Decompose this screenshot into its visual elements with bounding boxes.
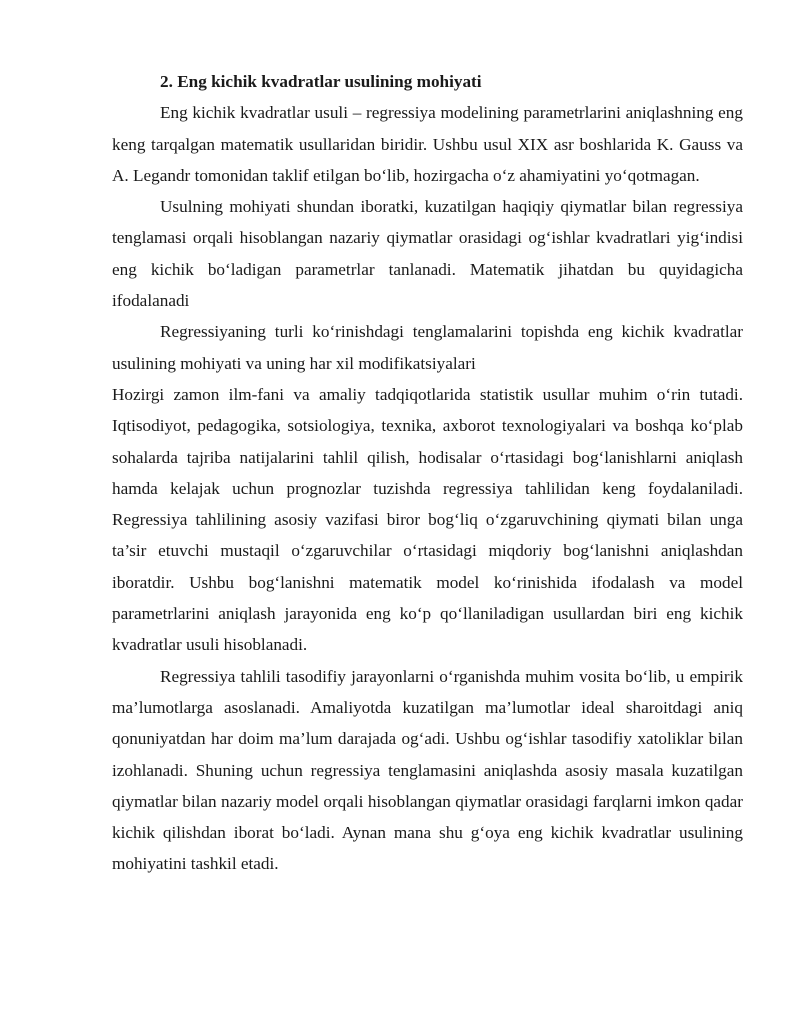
document-page bbox=[112, 66, 743, 880]
paragraph-regression-analysis: Regressiya tahlili tasodifiy jarayonlarni o‘rganishda muhim vosita bo‘lib, u empirik ma’lumotlarga asoslanadi. Amaliyotda kuzatilgan ma’lumotlar ideal sharoitdagi aniq qonuniyatdan har doim ma’lum darajada og‘adi. Ushbu og‘ishlar tasodifiy xatoliklar bilan izohlanadi. Shuning uchun regressiya tenglamasini aniqlashda asosiy masala kuzatilgan qiymatlar bilan nazariy model orqali hisoblangan qiymatlar orasidagi farqlarni imkon qadar kichik qilishdan iborat bo‘ladi. Aynan mana shu g‘oya eng kichik kvadratlar usulining mohiyatini tashkil etadi. bbox=[112, 666, 743, 874]
section-heading: 2. Eng kichik kvadratlar usulining mohiyati bbox=[160, 72, 482, 91]
paragraph-definition: Eng kichik kvadratlar usuli – regressiya modelining parametrlarini aniqlashning eng keng tarqalgan matematik usullaridan biridir. Ushbu usul XIX asr boshlarida K. Gauss va A. Legandr tomonidan taklif etilgan bo‘lib, hozirgacha o‘z ahamiyatini yo‘qotmagan. bbox=[112, 103, 743, 185]
paragraph-subtopic: Regressiyaning turli ko‘rinishdagi tenglamalarini topishda eng kichik kvadratlar usulining mohiyati va uning har xil modifikatsiyalari bbox=[112, 322, 743, 373]
paragraph-introduction: Hozirgi zamon ilm-fani va amaliy tadqiqotlarida statistik usullar muhim o‘rin tutadi. Iqtisodiyot, pedagogika, sotsiologiya, texnika, axborot texnologiyalari va boshqa ko‘plab sohalarda tajriba natijalarini tahlil qilish, hodisalar o‘rtasidagi bog‘lanishlarni aniqlash hamda kelajak uchun prognozlar tuzishda regressiya tahlilidan keng foydalaniladi. Regressiya tahlilining asosiy vazifasi biror bog‘liq o‘zgaruvchining qiymati bilan unga ta’sir etuvchi mustaqil o‘zgaruvchilar o‘rtasidagi miqdoriy bog‘lanishni aniqlashdan iboratdir. Ushbu bog‘lanishni matematik model ko‘rinishida ifodalash va model parametrlarini aniqlash jarayonida eng ko‘p qo‘llaniladigan usullardan biri eng kichik kvadratlar usuli hisoblanadi. bbox=[112, 384, 743, 655]
paragraph-essence: Usulning mohiyati shundan iboratki, kuzatilgan haqiqiy qiymatlar bilan regressiya tenglamasi orqali hisoblangan nazariy qiymatlar orasidagi og‘ishlar kvadratlari yig‘indisi eng kichik bo‘ladigan parametrlar tanlanadi. Matematik jihatdan bu quyidagicha ifodalanadi bbox=[112, 197, 743, 311]
